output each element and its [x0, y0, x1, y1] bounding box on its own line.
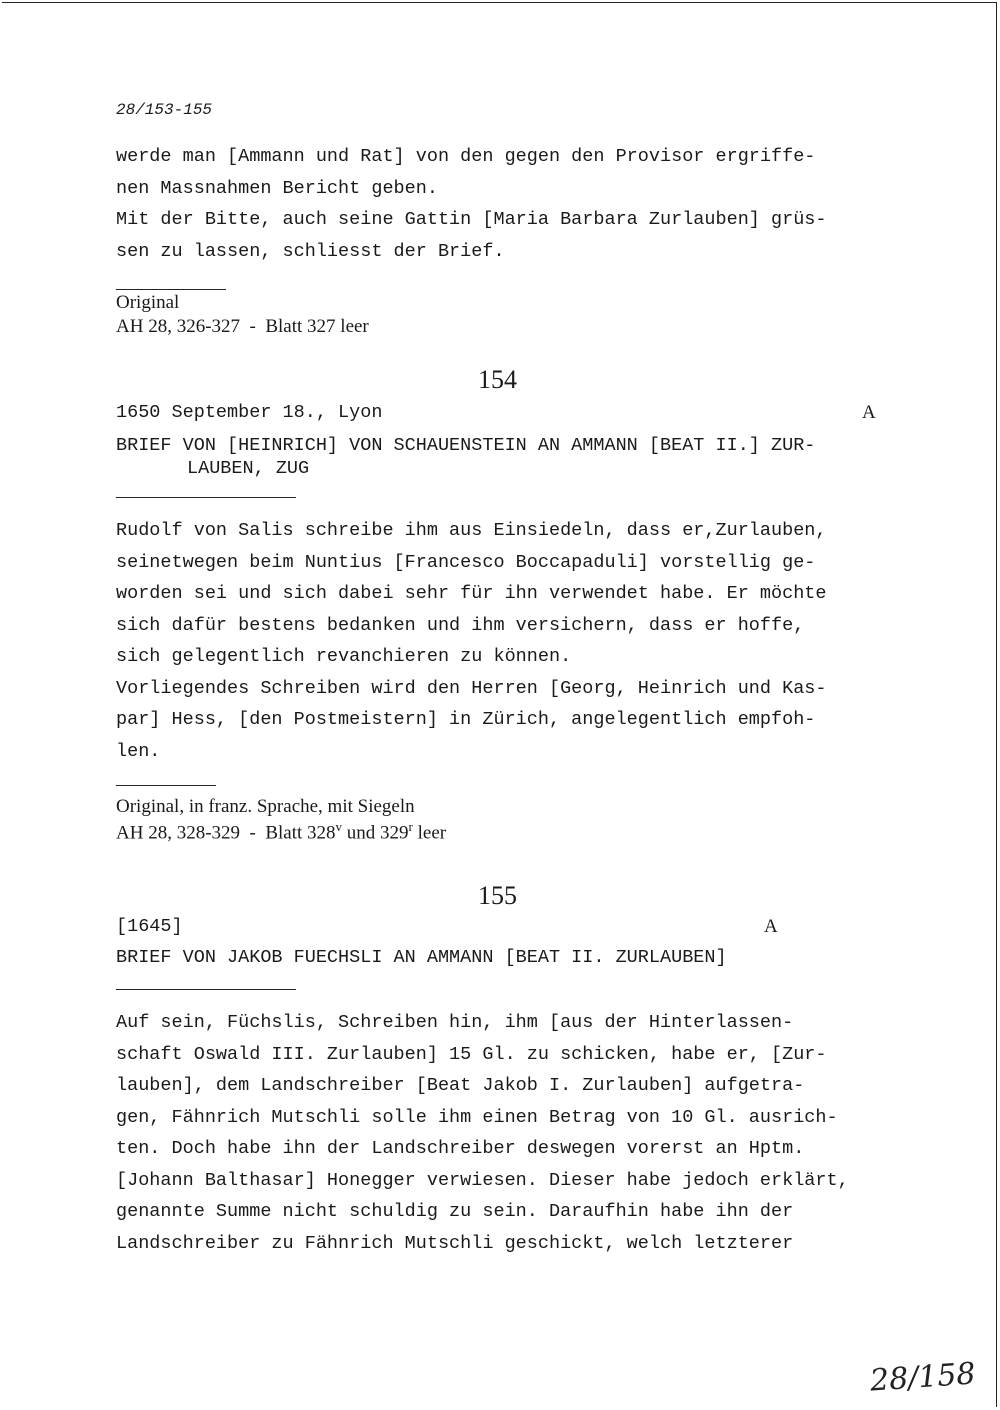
entry-date-place: 1650 September 18., Lyon	[116, 402, 383, 423]
source-reference	[116, 819, 446, 844]
body-line: Landschreiber zu Fähnrich Mutschli geschickt, welch letzterer	[116, 1232, 794, 1254]
body-line: ten. Doch habe ihn der Landschreiber deswegen vorerst an Hptm.	[116, 1138, 805, 1159]
body-line: sich dafür bestens bedanken und ihm versichern, dass er hoffe,	[116, 614, 805, 636]
body-line: schaft Oswald III. Zurlauben] 15 Gl. zu schicken, habe er, [Zur-	[116, 1043, 827, 1065]
source-type: Original, in franz. Sprache, mit Siegeln	[116, 796, 415, 817]
divider	[116, 289, 226, 290]
handwritten-page-number: 28/158	[868, 1356, 977, 1399]
entry-body	[116, 515, 916, 767]
continuation-paragraph	[116, 141, 896, 267]
body-line: lauben], dem Landschreiber [Beat Jakob I. Zurlauben] aufgetra-	[116, 1075, 805, 1096]
body-line: genannte Summe nicht schuldig zu sein. Daraufhin habe ihn der	[116, 1201, 794, 1222]
source-ref-prefix: AH 28, 328-329 - Blatt 328	[116, 822, 336, 844]
page-reference: 28/153-155	[116, 101, 213, 119]
entry-date-place: [1645]	[116, 916, 183, 937]
body-line: Rudolf von Salis schreibe ihm aus Einsiedeln, dass er,Zurlauben,	[116, 520, 827, 541]
body-line: Auf sein, Füchslis, Schreiben hin, ihm [aus der Hinterlassen-	[116, 1012, 794, 1033]
body-line: seinetwegen beim Nuntius [Francesco Boccapaduli] vorstellig ge-	[116, 551, 816, 573]
body-line: sich gelegentlich revanchieren zu können.	[116, 646, 572, 667]
continuation-line: Mit der Bitte, auch seine Gattin [Maria Barbara Zurlauben] grüs-	[116, 209, 827, 231]
source-type: Original	[116, 292, 180, 313]
entry-heading-continued: LAUBEN, ZUG	[187, 458, 310, 479]
divider	[116, 989, 296, 990]
body-line: worden sei und sich dabei sehr für ihn verwendet habe. Er möchte	[116, 583, 827, 604]
body-line: [Johann Balthasar] Honegger verwiesen. Dieser habe jedoch erklärt,	[116, 1169, 849, 1191]
entry-heading: BRIEF VON [HEINRICH] VON SCHAUENSTEIN AN AMMANN [BEAT II.] ZUR-	[116, 435, 816, 456]
body-line: par] Hess, [den Postmeistern] in Zürich, angelegentlich empfoh-	[116, 709, 816, 730]
superscript-verso: v	[335, 819, 343, 834]
entry-code: A	[764, 916, 778, 937]
superscript-recto: r	[408, 819, 413, 834]
entry-code: A	[862, 402, 876, 423]
source-ref-suffix: leer	[412, 822, 447, 844]
continuation-line: sen zu lassen, schliesst der Brief.	[116, 240, 505, 262]
body-line: gen, Fähnrich Mutschli solle ihm einen Betrag von 10 Gl. ausrich-	[116, 1106, 838, 1128]
divider	[116, 785, 216, 786]
body-line: len.	[116, 740, 161, 762]
entry-number: 154	[478, 365, 517, 394]
source-reference: AH 28, 326-327 - Blatt 327 leer	[116, 316, 369, 337]
entry-heading: BRIEF VON JAKOB FUECHSLI AN AMMANN [BEAT II. ZURLAUBEN]	[116, 947, 727, 968]
continuation-line: nen Massnahmen Bericht geben.	[116, 177, 438, 199]
entry-number: 155	[478, 881, 517, 910]
source-ref-middle: und 329	[342, 822, 409, 844]
body-line: Vorliegendes Schreiben wird den Herren [Georg, Heinrich und Kas-	[116, 677, 827, 699]
divider	[116, 497, 296, 498]
continuation-line: werde man [Ammann und Rat] von den gegen den Provisor ergriffe-	[116, 146, 816, 167]
entry-body	[116, 1007, 926, 1259]
